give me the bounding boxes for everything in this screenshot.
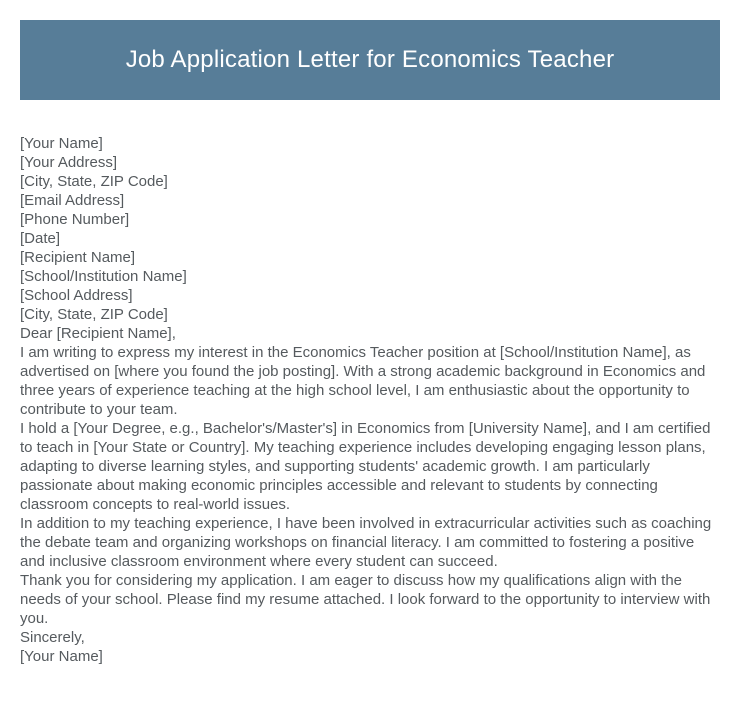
letter-paragraph: I am writing to express my interest in the Economics Teacher position at [School/Institution Name], as advertised on [where you found the job posting]. With a strong academic background in Economics and three years of experience teaching at the high school level, I am enthusiastic about the opportunity to contribute to your team. [20, 344, 706, 418]
signature-name: [Your Name] [20, 648, 103, 665]
letter-paragraph: I hold a [Your Degree, e.g., Bachelor's/Master's] in Economics from [University Name], and I am certified to teach in [Your State or Country]. My teaching experience includes developing engaging lesson plans, adapting to diverse learning styles, and supporting students' academic growth. I am particularly passionate about making economic principles accessible and relevant to students by connecting classroom concepts to real-world issues. [20, 420, 711, 513]
letter-body [20, 100, 720, 666]
sender-line: [Your Address] [20, 154, 118, 171]
letter-paragraph: Thank you for considering my application. I am eager to discuss how my qualifications align with the needs of your school. Please find my resume attached. I look forward to the opportunity to interview with you. [20, 572, 711, 627]
recipient-line: [School Address] [20, 287, 133, 304]
recipient-line: [City, State, ZIP Code] [20, 306, 168, 323]
letter-header-banner [20, 20, 720, 100]
recipient-line: [Recipient Name] [20, 249, 136, 266]
sender-line: [Your Name] [20, 135, 103, 152]
sender-address-block [20, 134, 720, 248]
sender-line: [Date] [20, 230, 61, 247]
salutation: Dear [Recipient Name], [20, 325, 176, 342]
sender-line: [City, State, ZIP Code] [20, 173, 168, 190]
document-page [0, 20, 740, 706]
letter-paragraph: In addition to my teaching experience, I have been involved in extracurricular activities such as coaching the debate team and organizing workshops on financial literacy. I am committed to fostering a positive and inclusive classroom environment where every student can succeed. [20, 515, 712, 570]
recipient-address-block [20, 248, 720, 324]
sender-line: [Phone Number] [20, 211, 130, 228]
sender-line: [Email Address] [20, 192, 125, 209]
page-title: Job Application Letter for Economics Teacher [125, 45, 615, 73]
recipient-line: [School/Institution Name] [20, 268, 187, 285]
closing-salutation: Sincerely, [20, 629, 85, 646]
